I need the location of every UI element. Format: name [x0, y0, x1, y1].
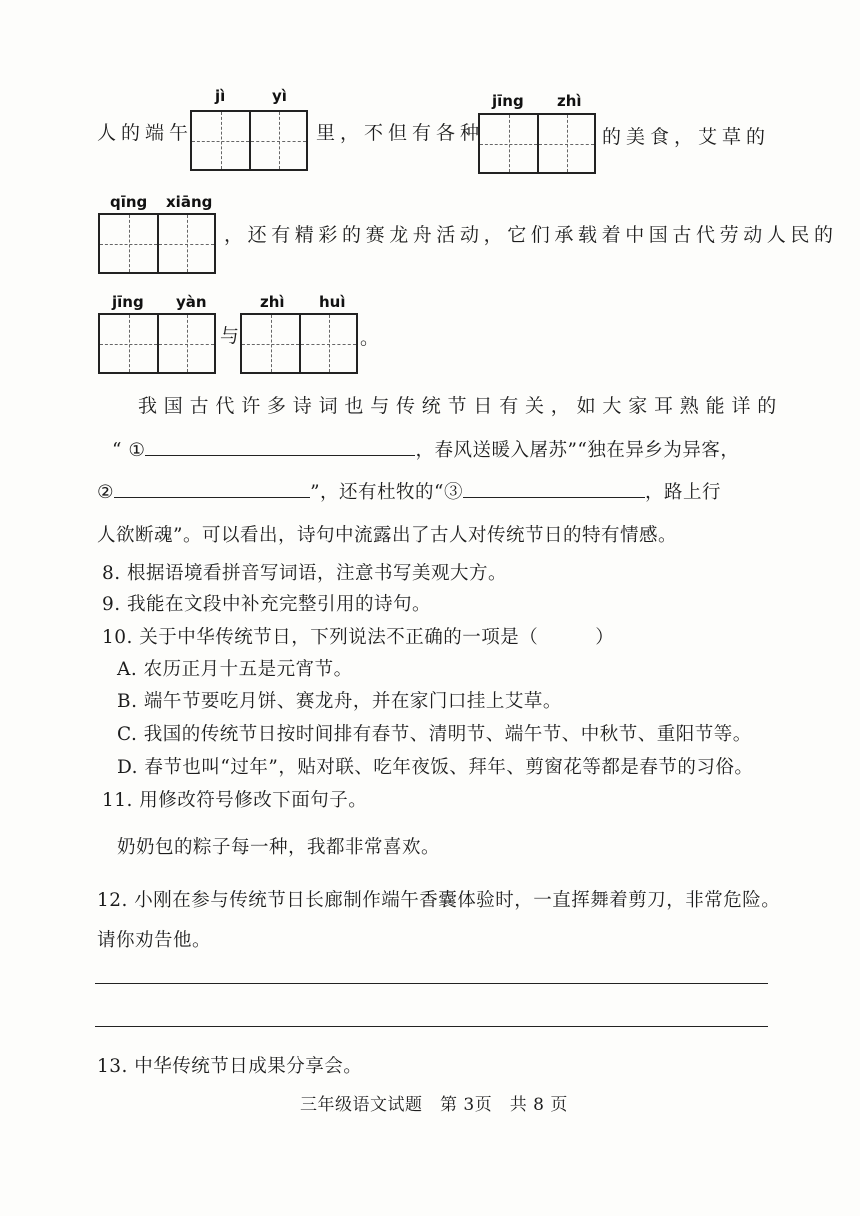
- passage-text: 与: [220, 325, 240, 347]
- pinyin-label: zhì: [557, 92, 582, 110]
- poem-paragraph-line: [112, 436, 739, 462]
- tianzige-cell[interactable]: [299, 315, 356, 372]
- question-11-sentence: 奶奶包的粽子每一种，我都非常喜欢。: [117, 837, 441, 858]
- question-11: 11. 用修改符号修改下面句子。: [102, 790, 368, 811]
- tianzige-cell[interactable]: [192, 112, 249, 169]
- tianzige-cell[interactable]: [537, 115, 594, 172]
- pinyin-label: zhì: [260, 293, 285, 311]
- question-10: 10. 关于中华传统节日，下列说法不正确的一项是（ ）: [102, 627, 615, 648]
- tianzige-cell[interactable]: [480, 115, 537, 172]
- tianzige-cell[interactable]: [249, 112, 306, 169]
- passage-text: 里，不但有各种: [316, 122, 485, 144]
- answer-grid-word4[interactable]: [98, 313, 216, 374]
- answer-grid-word3[interactable]: [98, 213, 216, 274]
- pinyin-label: yàn: [176, 293, 207, 311]
- tianzige-cell[interactable]: [242, 315, 299, 372]
- pinyin-label: jīng: [112, 293, 144, 311]
- passage-text: 人的端午: [97, 122, 194, 144]
- pinyin-label: xiāng: [166, 193, 213, 211]
- poem-paragraph-line: 人欲断魂”。可以看出，诗句中流露出了古人对传统节日的特有情感。: [97, 525, 677, 546]
- pinyin-label: qīng: [110, 193, 148, 211]
- pinyin-label: huì: [319, 293, 346, 311]
- answer-line[interactable]: [95, 1026, 768, 1027]
- option-d[interactable]: D. 春节也叫“过年”，贴对联、吃年夜饭、拜年、剪窗花等都是春节的习俗。: [117, 757, 754, 778]
- question-12: 12. 小刚在参与传统节日长廊制作端午香囊体验时，一直挥舞着剪刀，非常危险。: [97, 890, 781, 911]
- poem-blank-2[interactable]: [114, 478, 310, 498]
- pinyin-label: yì: [272, 87, 287, 105]
- passage-text: ，路上行: [645, 482, 722, 503]
- poem-blank-3[interactable]: [463, 478, 645, 498]
- tianzige-cell[interactable]: [157, 215, 214, 272]
- blank-marker: “ ①: [112, 440, 146, 461]
- answer-grid-word1[interactable]: [190, 110, 308, 171]
- pinyin-label: jì: [215, 87, 226, 105]
- answer-line[interactable]: [95, 983, 768, 984]
- option-b[interactable]: B. 端午节要吃月饼、赛龙舟，并在家门口挂上艾草。: [117, 691, 562, 712]
- question-13: 13. 中华传统节日成果分享会。: [97, 1056, 363, 1077]
- poem-paragraph-line: 我国古代许多诗词也与传统节日有关，如大家耳熟能详的: [138, 395, 784, 417]
- tianzige-cell[interactable]: [100, 315, 157, 372]
- passage-text: 的美食，艾草的: [602, 126, 771, 148]
- tianzige-cell[interactable]: [157, 315, 214, 372]
- passage-text: ”，还有杜牧的“③: [310, 482, 464, 503]
- option-a[interactable]: A. 农历正月十五是元宵节。: [117, 659, 353, 680]
- passage-text: 。: [360, 327, 380, 349]
- question-9: 9. 我能在文段中补充完整引用的诗句。: [102, 594, 432, 615]
- answer-grid-word2[interactable]: [478, 113, 596, 174]
- poem-blank-1[interactable]: [145, 436, 415, 456]
- option-c[interactable]: C. 我国的传统节日按时间排有春节、清明节、端午节、中秋节、重阳节等。: [117, 724, 752, 745]
- tianzige-cell[interactable]: [100, 215, 157, 272]
- blank-marker: ②: [97, 482, 115, 503]
- answer-grid-word5[interactable]: [240, 313, 358, 374]
- page-footer: 三年级语文试题 第 3页 共 8 页: [300, 1095, 568, 1115]
- passage-text: ，还有精彩的赛龙舟活动，它们承载着中国古代劳动人民的: [224, 224, 838, 246]
- poem-paragraph-line: [97, 478, 721, 504]
- question-12-cont: 请你劝告他。: [97, 930, 212, 951]
- passage-text: ，春风送暖入屠苏”“独在异乡为异客，: [415, 440, 740, 461]
- pinyin-label: jīng: [492, 92, 524, 110]
- question-8: 8. 根据语境看拼音写词语，注意书写美观大方。: [102, 563, 508, 584]
